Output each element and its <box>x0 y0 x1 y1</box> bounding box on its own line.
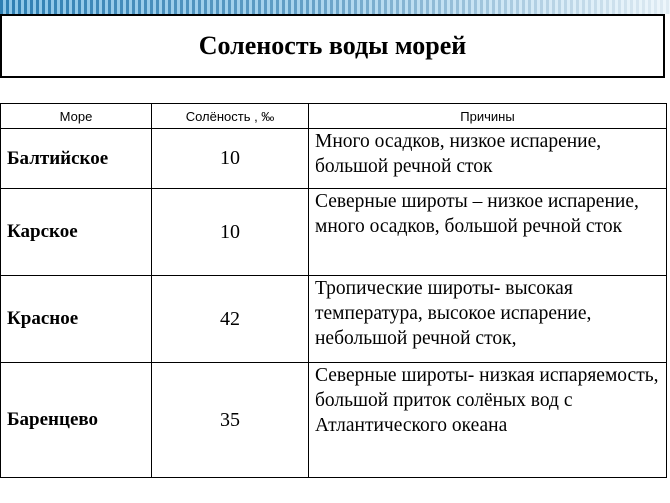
header-reasons: Причины <box>309 104 667 129</box>
table-row <box>1 129 667 189</box>
reasons-text: Много осадков, низкое испарение, большой речной сток <box>309 129 667 189</box>
sea-name: Карское <box>1 189 152 276</box>
reasons-text: Тропические широты- высокая температура, высокое испарение, небольшой речной сток, <box>309 276 667 363</box>
page-title: Соленость воды морей <box>198 31 467 60</box>
reasons-text: Северные широты- низкая испаряемость, большой приток солёных вод с Атлантического океана <box>309 363 667 478</box>
sea-name: Красное <box>1 276 152 363</box>
header-sea: Море <box>1 104 152 129</box>
salinity-table <box>0 103 667 478</box>
salinity-value: 10 <box>152 129 309 189</box>
header-salinity: Солёность , ‰ <box>152 104 309 129</box>
sea-name: Баренцево <box>1 363 152 478</box>
salinity-value: 10 <box>152 189 309 276</box>
table-header-row <box>1 104 667 129</box>
salinity-value: 42 <box>152 276 309 363</box>
table-row <box>1 189 667 276</box>
table-row <box>1 276 667 363</box>
table-row <box>1 363 667 478</box>
salinity-value: 35 <box>152 363 309 478</box>
title-box <box>0 14 665 78</box>
sea-name: Балтийское <box>1 129 152 189</box>
reasons-text: Северные широты – низкое испарение, много осадков, большой речной сток <box>309 189 667 276</box>
stripe-fade <box>0 0 670 14</box>
